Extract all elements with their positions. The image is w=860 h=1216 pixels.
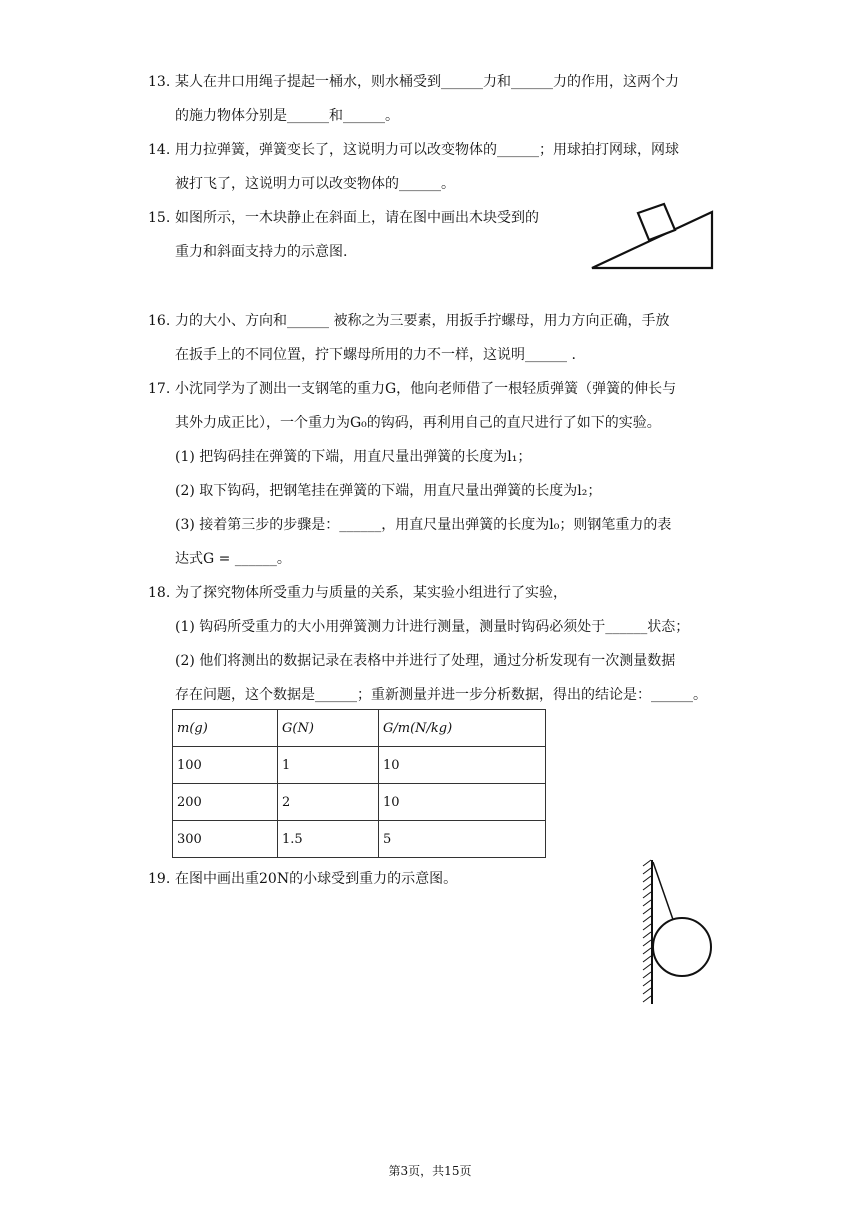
table-row: [173, 747, 546, 784]
question-text-line: 为了探究物体所受重力与质量的关系，某实验小组进行了实验，: [175, 585, 567, 601]
question-text-line: 在扳手上的不同位置，拧下螺母所用的力不一样，这说明______ .: [175, 347, 576, 363]
table-cell: 1.5: [278, 821, 379, 858]
ball-on-wall-figure: [640, 858, 720, 1006]
question-text-line: 存在问题，这个数据是______；重新测量并进一步分析数据，得出的结论是：______。: [175, 687, 707, 703]
question-number: 16.: [148, 313, 171, 329]
question-text-line: 用力拉弹簧，弹簧变长了，这说明力可以改变物体的______；用球拍打网球，网球: [175, 142, 679, 158]
wooden-block: [638, 204, 675, 240]
table-row: [173, 821, 546, 858]
question-number: 19.: [148, 871, 171, 887]
question-text-line: 力的大小、方向和______ 被称之为三要素，用扳手拧螺母，用力方向正确，手放: [175, 313, 670, 329]
incline-block-figure: [588, 200, 718, 274]
question-step-1: (1) 把钩码挂在弹簧的下端，用直尺量出弹簧的长度为l₁；: [175, 449, 532, 465]
data-table: [172, 709, 546, 858]
table-header-cell: m(g): [173, 710, 278, 747]
table-header-cell: G/m(N/kg): [379, 710, 546, 747]
question-number: 13.: [148, 74, 171, 90]
question-number: 14.: [148, 142, 171, 158]
table-cell: 300: [173, 821, 278, 858]
table-cell: 200: [173, 784, 278, 821]
table-row: [173, 784, 546, 821]
question-step-1: (1) 钩码所受重力的大小用弹簧测力计进行测量，测量时钩码必须处于______状态；: [175, 619, 690, 635]
question-text-line: 其外力成正比），一个重力为G₀的钩码，再利用自己的直尺进行了如下的实验。: [175, 415, 661, 431]
table-cell: 1: [278, 747, 379, 784]
question-text-line: 的施力物体分别是______和______。: [175, 108, 399, 124]
table-cell: 2: [278, 784, 379, 821]
question-step-2: (2) 取下钩码，把钢笔挂在弹簧的下端，用直尺量出弹簧的长度为l₂；: [175, 483, 602, 499]
table-cell: 100: [173, 747, 278, 784]
question-text-line: 达式G = ______。: [175, 551, 291, 567]
question-text-line: 如图所示，一木块静止在斜面上，请在图中画出木块受到的: [175, 210, 539, 226]
ball: [653, 918, 711, 976]
table-header-row: [173, 710, 546, 747]
question-text-line: 重力和斜面支持力的示意图.: [175, 244, 348, 260]
table-cell: 5: [379, 821, 546, 858]
question-text-line: 被打飞了，这说明力可以改变物体的______。: [175, 176, 455, 192]
question-text-line: 小沈同学为了测出一支钢笔的重力G，他向老师借了一根轻质弹簧（弹簧的伸长与: [175, 381, 677, 397]
table-cell: 10: [379, 784, 546, 821]
question-step-3: (3) 接着第三步的步骤是：______，用直尺量出弹簧的长度为l₀；则钢笔重力的表: [175, 517, 672, 533]
question-text-line: 某人在井口用绳子提起一桶水，则水桶受到______力和______力的作用，这两个力: [175, 74, 679, 90]
page-footer: 第3页，共15页: [388, 1164, 472, 1178]
wall-hatching: [643, 860, 651, 1002]
question-number: 15.: [148, 210, 171, 226]
table-cell: 10: [379, 747, 546, 784]
question-number: 17.: [148, 381, 171, 397]
question-step-2: (2) 他们将测出的数据记录在表格中并进行了处理，通过分析发现有一次测量数据: [175, 653, 676, 669]
question-text-line: 在图中画出重20N的小球受到重力的示意图。: [175, 871, 458, 887]
question-number: 18.: [148, 585, 171, 601]
table-header-cell: G(N): [278, 710, 379, 747]
